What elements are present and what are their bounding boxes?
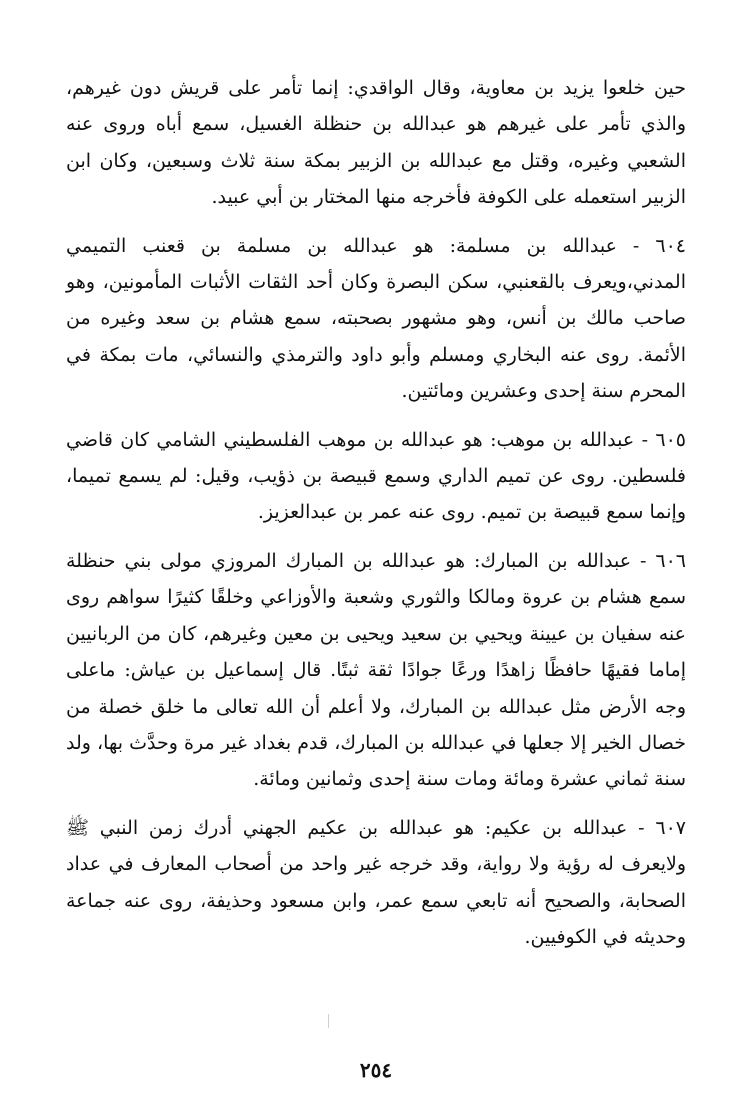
page-number: ٢٥٤ — [359, 1058, 393, 1082]
paragraph-continuation: حين خلعوا يزيد بن معاوية، وقال الواقدي: إنما تأمر على قريش دون غيرهم، والذي تأمر على غيرهم هو عبدالله بن حنظلة الغسيل، سمع أباه وروى عنه الشعبي وغيره، وقتل مع عبدالله بن الزبير بمكة سنة ثلاث وسبعين، وكان ابن الزبير استعمله على الكوفة فأخرجه منها المختار بن أبي عبيد. — [66, 77, 686, 209]
page-body — [66, 70, 686, 967]
entry-606: ٦٠٦ - عبدالله بن المبارك: هو عبدالله بن المبارك المروزي مولى بني حنظلة سمع هشام بن عروة ومالكا والثوري وشعبة والأوزاعي وخلقًا كثيرًا سواهم روى عنه سفيان بن عيينة ويحيي بن سعيد ويحيى بن معين وغيرهم، كان من الربانيين إماما فقيهًا حافظًا زاهدًا ورعًا جوادًا ثقة ثبتًا. قال إسماعيل بن عياش: ماعلى وجه الأرض مثل عبدالله بن المبارك، ولا أعلم أن الله تعالى ما خلق خصلة من خصال الخير إلا جعلها في عبدالله بن المبارك، قدم بغداد غير مرة وحدَّث بها، ولد سنة ثماني عشرة ومائة ومات سنة إحدى وثمانين ومائة. — [66, 549, 686, 791]
scan-mark — [328, 1014, 329, 1028]
entry-604: ٦٠٤ - عبدالله بن مسلمة: هو عبدالله بن مسلمة بن قعنب التميمي المدني،ويعرف بالقعنبي، سكن البصرة وكان أحد الثقات الأثبات المأمونين، وهو صاحب مالك بن أنس، وهو مشهور بصحبته، سمع هشام بن سعد وغيره من الأئمة. روى عنه البخاري ومسلم وأبو داود والترمذي والنسائي، مات بمكة في المحرم سنة إحدى وعشرين ومائتين. — [66, 234, 686, 403]
entry-607: ٦٠٧ - عبدالله بن عكيم: هو عبدالله بن عكيم الجهني أدرك زمن النبي ﷺ ولايعرف له رؤية ولا رواية، وقد خرجه غير واحد من أصحاب المعارف في عداد الصحابة، والصحيح أنه تابعي سمع عمر، وابن مسعود وحذيفة، روى عنه جماعة وحديثه في الكوفيين. — [66, 816, 686, 948]
entry-605: ٦٠٥ - عبدالله بن موهب: هو عبدالله بن موهب الفلسطيني الشامي كان قاضي فلسطين. روى عن تميم الداري وسمع قبيصة بن ذؤيب، وقيل: لم يسمع تميما، وإنما سمع قبيصة بن تميم. روى عنه عمر بن عبدالعزيز. — [66, 428, 686, 524]
